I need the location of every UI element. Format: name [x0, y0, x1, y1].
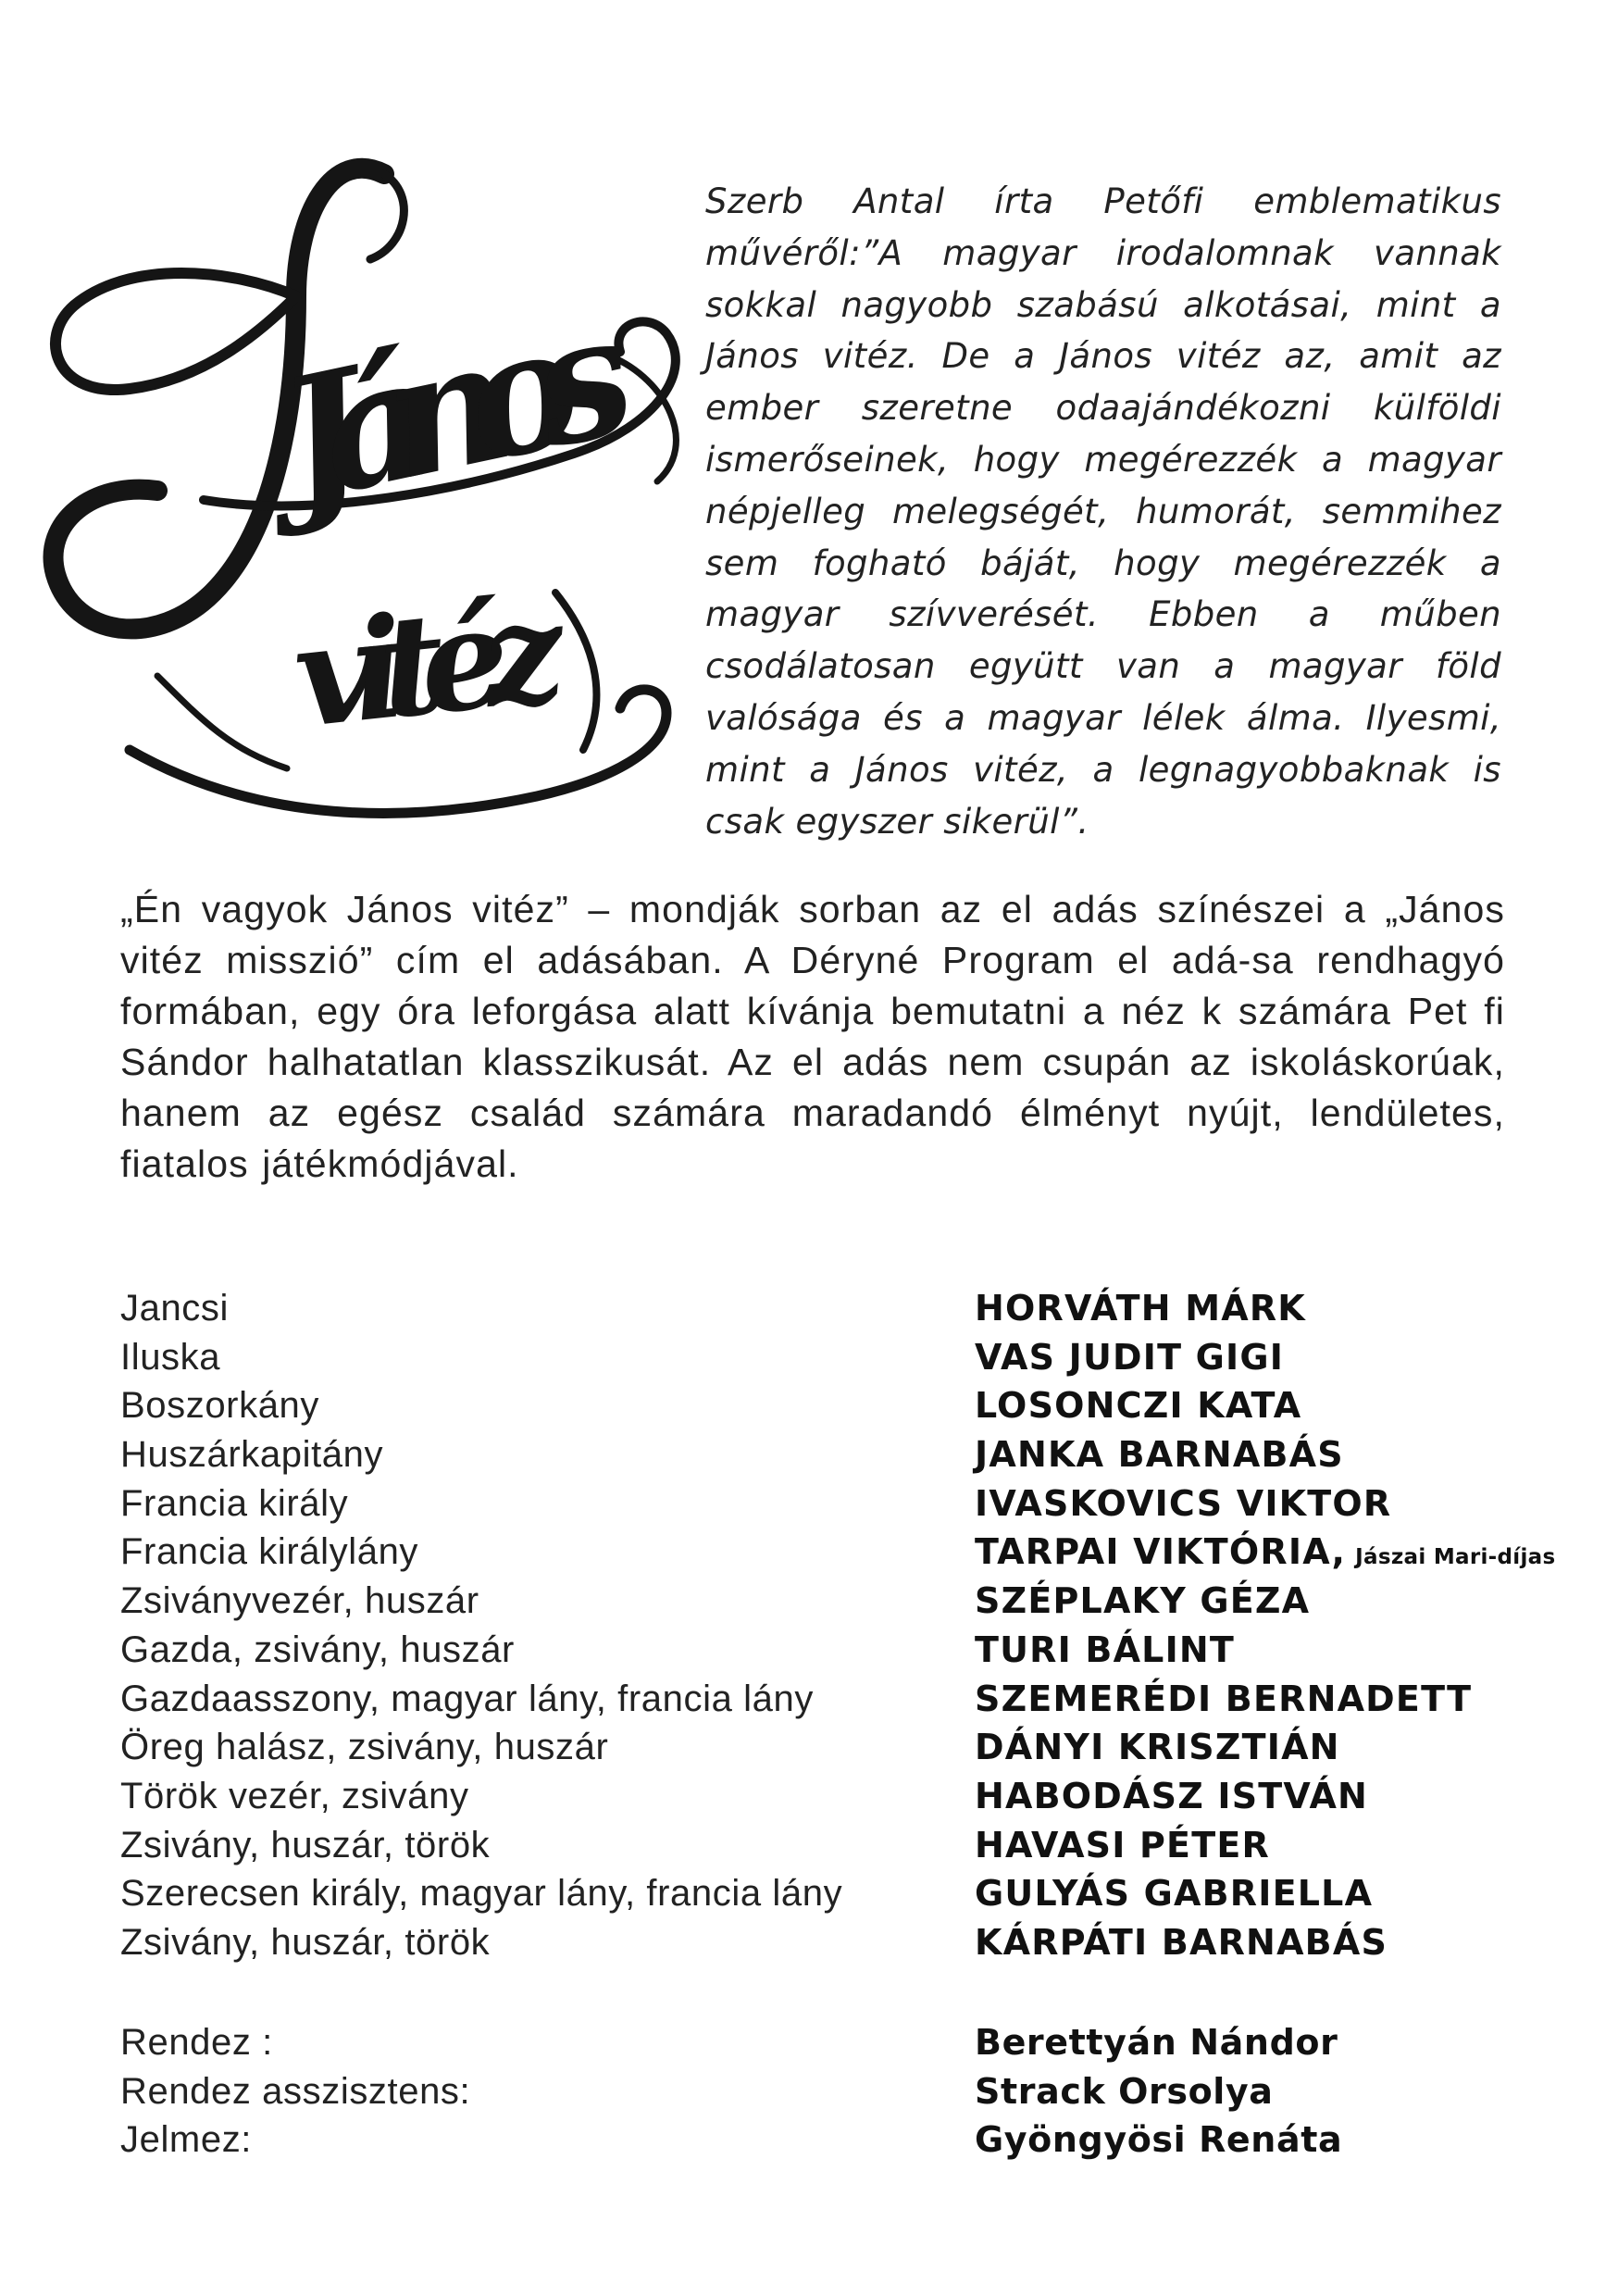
- award-badge: Jászai Mari-díjas: [1355, 1545, 1556, 1570]
- cast-role: Szerecsen király, magyar lány, francia lány: [120, 1873, 843, 1915]
- cast-role: Francia király: [120, 1482, 349, 1524]
- cast-role: Iluska: [120, 1336, 221, 1378]
- crew-name: Gyöngyösi Renáta: [975, 2119, 1343, 2161]
- actor-name: IVASKOVICS VIKTOR: [975, 1482, 1392, 1524]
- cast-role: Zsivány, huszár, török: [120, 1824, 491, 1866]
- actor-name: LOSONCZI KATA: [975, 1385, 1302, 1427]
- cast-row: [120, 1723, 1601, 1772]
- cast-actor: [975, 1772, 1368, 1820]
- cast-role: Török vezér, zsivány: [120, 1775, 469, 1816]
- cast-actor: [975, 1577, 1310, 1625]
- actor-name: SZEMERÉDI BERNADETT: [975, 1678, 1473, 1719]
- cast-row: [120, 1479, 1601, 1529]
- cast-actor: [975, 1675, 1472, 1723]
- cast-row: [120, 1772, 1601, 1821]
- cast-row: [120, 1577, 1601, 1626]
- cast-actor: [975, 1430, 1344, 1479]
- cast-row: [120, 1284, 1601, 1333]
- actor-name: GULYÁS GABRIELLA: [975, 1873, 1374, 1915]
- cast-role: Jancsi: [120, 1288, 229, 1329]
- crew-row: [120, 2115, 1601, 2165]
- cast-row: [120, 1626, 1601, 1675]
- cast-role: Huszárkapitány: [120, 1434, 384, 1476]
- cast-row: [120, 1381, 1601, 1430]
- logo-line2: vitéz: [287, 568, 572, 760]
- cast-role: Francia királylány: [120, 1531, 419, 1573]
- cast-row: [120, 1869, 1601, 1918]
- crew-name: Berettyán Nándor: [975, 2022, 1338, 2063]
- cast-actor: [975, 1528, 1555, 1581]
- cast-role: Zsiványvezér, huszár: [120, 1580, 479, 1622]
- cast-actor: [975, 1381, 1301, 1429]
- cast-role: Gazdaasszony, magyar lány, francia lány: [120, 1678, 814, 1719]
- intro-paragraph: „Én vagyok János vitéz” – mondják sorban az el adás színészei a „János vitéz misszió” cím el adásában. A Déryné Program el adá-sa rendhagyó formában, egy óra leforgása alatt kívánja bemutatni a néz k számára Pet fi Sándor halhatatlan klasszikusát. Az el adás nem csupán az iskoláskorúak, hanem az egész család számára maradandó élményt nyújt, lendületes, fiatalos játékmódjával.: [120, 888, 1505, 1185]
- cast-row: [120, 1821, 1601, 1870]
- actor-name: TARPAI VIKTÓRIA,: [975, 1531, 1347, 1573]
- actor-name: JANKA BARNABÁS: [975, 1434, 1344, 1476]
- actor-name: HAVASI PÉTER: [975, 1824, 1270, 1866]
- cast-row: [120, 1333, 1601, 1382]
- cast-role: Zsivány, huszár, török: [120, 1921, 491, 1963]
- crew-role: Rendez :: [120, 2022, 273, 2063]
- cast-actor: [975, 1723, 1340, 1771]
- cast-row: [120, 1528, 1601, 1577]
- cast-role: Boszorkány: [120, 1385, 319, 1427]
- actor-name: DÁNYI KRISZTIÁN: [975, 1727, 1340, 1768]
- cast-list: [120, 1284, 1601, 1967]
- crew-role: Jelmez:: [120, 2119, 253, 2161]
- crew-row: [120, 2067, 1601, 2116]
- crew-list: [120, 2018, 1601, 2165]
- cast-actor: [975, 1626, 1235, 1674]
- cast-row: [120, 1918, 1601, 1967]
- cast-actor: [975, 1869, 1373, 1917]
- actor-name: SZÉPLAKY GÉZA: [975, 1580, 1311, 1622]
- cast-row: [120, 1675, 1601, 1724]
- cast-row: [120, 1430, 1601, 1479]
- cast-actor: [975, 1479, 1391, 1528]
- cast-role: Öreg halász, zsivány, huszár: [120, 1727, 609, 1768]
- cast-actor: [975, 1821, 1270, 1869]
- crew-name: Strack Orsolya: [975, 2070, 1274, 2112]
- actor-name: VAS JUDIT GIGI: [975, 1336, 1285, 1378]
- actor-name: HORVÁTH MÁRK: [975, 1288, 1306, 1329]
- crew-role: Rendez asszisztens:: [120, 2070, 471, 2112]
- logo-line1: János: [264, 275, 650, 540]
- crew-row: [120, 2018, 1601, 2067]
- actor-name: KÁRPÁTI BARNABÁS: [975, 1921, 1388, 1963]
- cast-role: Gazda, zsivány, huszár: [120, 1628, 515, 1670]
- actor-name: TURI BÁLINT: [975, 1628, 1236, 1670]
- cast-actor: [975, 1284, 1306, 1332]
- cast-actor: [975, 1918, 1388, 1966]
- actor-name: HABODÁSZ ISTVÁN: [975, 1775, 1369, 1816]
- quote-paragraph: Szerb Antal írta Petőfi emblematikus művéről:”A magyar irodalomnak vannak sokkal nagyobb szabású alkotásai, mint a János vitéz. De a János vitéz az, amit az ember szeretne odaajándékozni külföldi ismerőseinek, hogy megérezzék a magyar népjelleg melegségét, humorát, semmihez sem fogható báját, hogy megérezzék a magyar szívverését. Ebben a műben csodálatosan együtt van a magyar föld valósága és a magyar lélek álma. Ilyesmi, mint a János vitéz, a legnagyobbaknak is csak egyszer sikerül”.: [705, 181, 1501, 842]
- janos-vitez-logo: [19, 157, 703, 889]
- cast-actor: [975, 1333, 1284, 1381]
